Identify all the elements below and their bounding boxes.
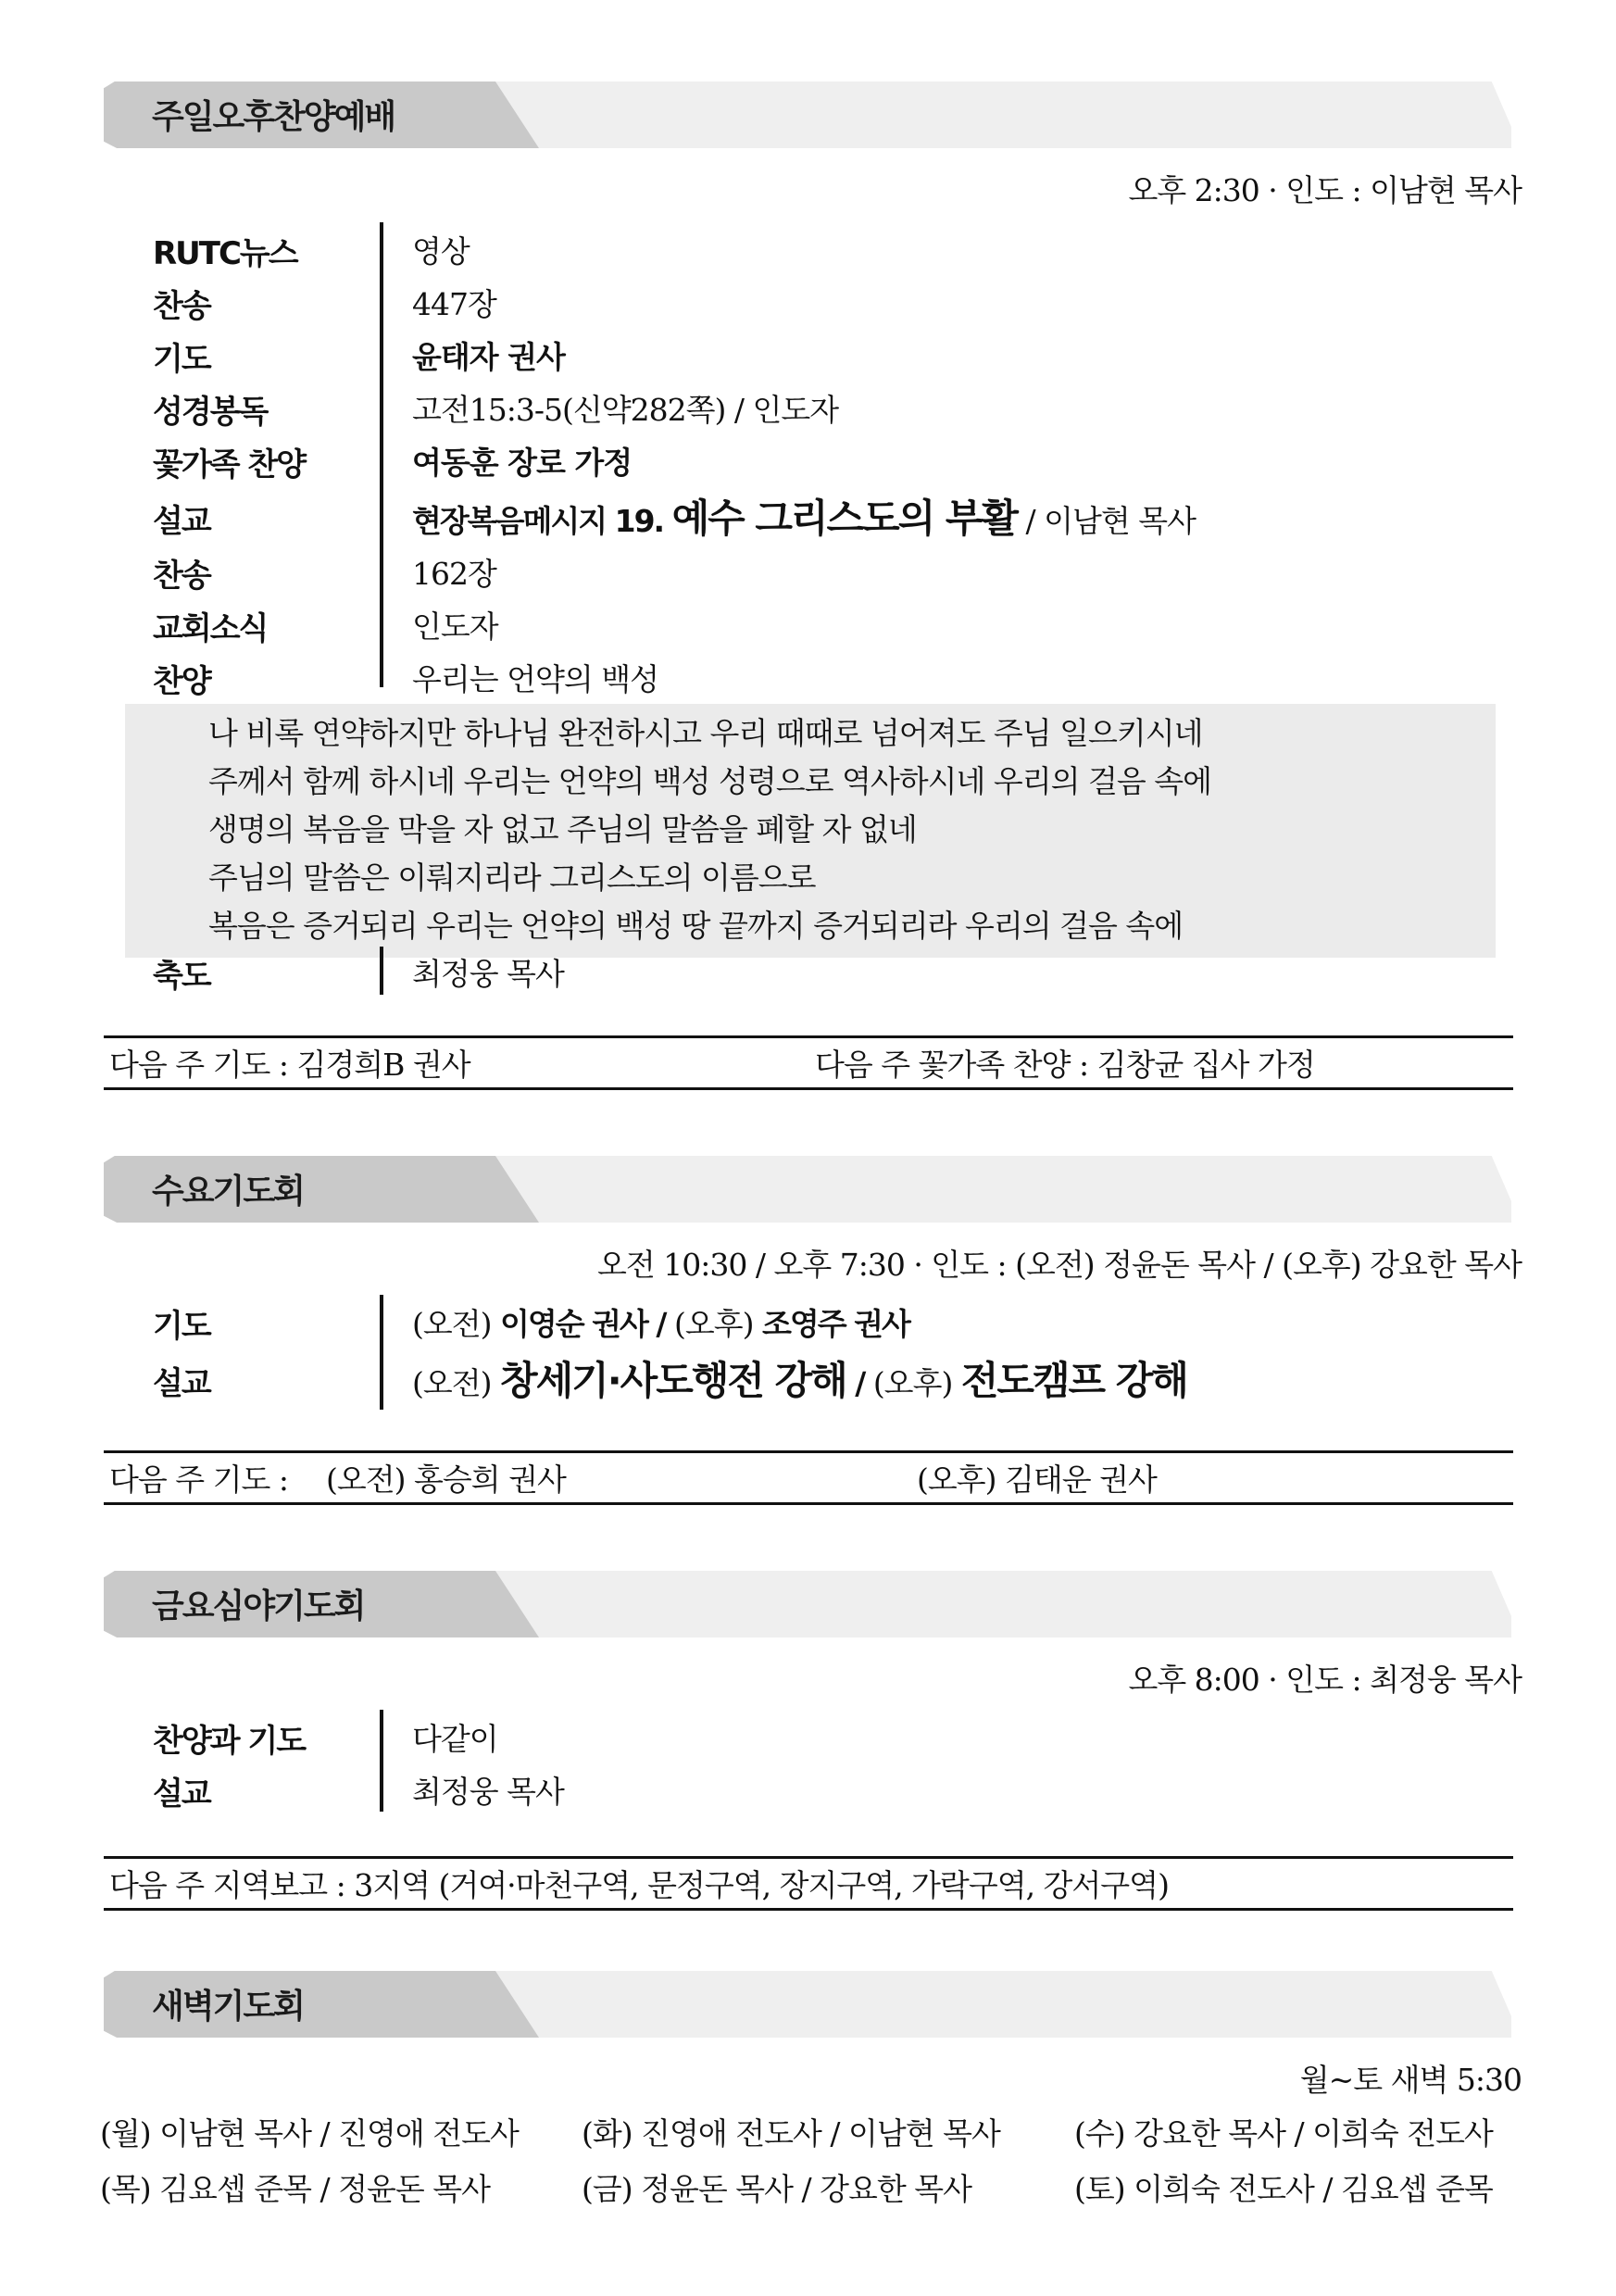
separator: /: [656, 1306, 666, 1342]
row-value: 447장: [412, 286, 496, 322]
schedule-thu: (목) 김요셉 준목 / 정윤돈 목사: [100, 2171, 490, 2207]
row-value: 최정웅 목사: [412, 956, 564, 992]
section-header-wednesday: [104, 1156, 1511, 1223]
row-value: [412, 1300, 909, 1344]
row-value: 최정웅 목사: [412, 1774, 564, 1810]
row-label: 기도: [153, 341, 210, 378]
schedule-sat: (토) 이희숙 전도사 / 김요셉 준목: [1074, 2171, 1493, 2207]
lyric-line: 주께서 함께 하시네 우리는 언약의 백성 성령으로 역사하시네 우리의 걸음 속에: [208, 763, 1211, 799]
order-row: [153, 381, 1542, 433]
order-row: [153, 650, 1542, 703]
row-label: 교회소식: [153, 610, 268, 647]
row-label: 찬양과 기도: [153, 1723, 306, 1760]
row-value: [412, 1350, 1187, 1406]
section-title: 새벽기도회: [152, 1988, 304, 2026]
sermon-value: [412, 488, 1196, 544]
benediction: [153, 945, 1542, 997]
row-value: 162장: [412, 556, 496, 592]
next-week-label: 다음 주 기도 :: [109, 1462, 288, 1498]
rule-top: [104, 1856, 1513, 1859]
order-row: [153, 1710, 1542, 1763]
service-meta: 오후 8:00 · 인도 : 최정웅 목사: [1128, 1662, 1522, 1698]
row-value: 고전15:3-5(신약282쪽) / 인도자: [412, 392, 839, 428]
section-header-dawn: [104, 1971, 1511, 2038]
row-label: 꽃가족 찬양: [153, 446, 306, 483]
schedule-mon: (월) 이남현 목사 / 진영애 전도사: [100, 2115, 519, 2152]
sermon-title: 예수 그리스도의 부활: [671, 496, 1017, 541]
section-header-friday: [104, 1571, 1511, 1637]
section-title: 주일오후찬양예배: [152, 98, 395, 136]
rule-bottom: [104, 1908, 1513, 1911]
schedule-wed: (수) 강요한 목사 / 이희숙 전도사: [1074, 2115, 1493, 2152]
next-week-prayer: 다음 주 기도 : 김경희B 권사: [109, 1047, 470, 1083]
row-value: 우리는 언약의 백성: [412, 661, 659, 697]
order-row: [153, 945, 1542, 997]
sermon-series: 현장복음메시지 19.: [412, 503, 664, 539]
rule-top: [104, 1035, 1513, 1038]
row-label: 성경봉독: [153, 394, 268, 431]
next-week-report: 다음 주 지역보고 : 3지역 (거여·마천구역, 문정구역, 장지구역, 가락구역, 강서구역): [109, 1867, 1169, 1903]
pm-tag: (오후): [673, 1306, 754, 1342]
lyrics-box: [125, 704, 1496, 958]
section-title: 금요심야기도회: [152, 1587, 365, 1625]
row-label: 설교: [153, 503, 210, 540]
separator: /: [855, 1365, 865, 1401]
order-row: [153, 433, 1542, 486]
service-meta: 오후 2:30 · 인도 : 이남현 목사: [1128, 172, 1522, 208]
order-row: [153, 1295, 1542, 1349]
pm-prayer: 조영주 권사: [761, 1306, 909, 1342]
service-meta: 월~토 새벽 5:30: [1299, 2062, 1522, 2098]
order-row: [153, 222, 1542, 275]
lyric-line: 생명의 복음을 막을 자 없고 주님의 말씀을 폐할 자 없네: [208, 811, 917, 847]
rule-bottom: [104, 1087, 1513, 1090]
row-value: 영상: [412, 233, 470, 270]
row-label: 설교: [153, 1775, 210, 1813]
row-label: 찬양: [153, 663, 210, 700]
rule-bottom: [104, 1502, 1513, 1505]
row-label: 기도: [153, 1308, 210, 1345]
row-label: 설교: [153, 1365, 210, 1402]
lyric-line: 주님의 말씀은 이뤄지리라 그리스도의 이름으로: [208, 859, 816, 896]
sermon-preacher: / 이남현 목사: [1025, 503, 1196, 539]
row-label: 찬송: [153, 288, 210, 325]
order-row: [153, 328, 1542, 381]
am-tag: (오전): [412, 1306, 492, 1342]
order-row: [153, 545, 1542, 597]
order-row: [153, 1349, 1542, 1408]
wednesday-order: [153, 1295, 1542, 1408]
service-meta: 오전 10:30 / 오후 7:30 · 인도 : (오전) 정윤돈 목사 / (오후) 강요한 목사: [597, 1247, 1522, 1283]
order-row-sermon: [153, 486, 1542, 545]
schedule-fri: (금) 정윤돈 목사 / 강요한 목사: [582, 2171, 971, 2207]
row-label: RUTC뉴스: [153, 235, 297, 272]
row-value: 윤태자 권사: [412, 339, 565, 375]
order-row: [153, 1763, 1542, 1815]
row-label: 찬송: [153, 558, 210, 595]
am-prayer: 이영순 권사: [500, 1306, 647, 1342]
order-of-service: [153, 222, 1542, 703]
schedule-tue: (화) 진영애 전도사 / 이남현 목사: [582, 2115, 1000, 2152]
friday-order: [153, 1710, 1542, 1815]
section-title: 수요기도회: [152, 1173, 304, 1211]
pm-tag: (오후): [872, 1365, 953, 1401]
row-label: 축도: [153, 958, 210, 995]
section-header-sunday: [104, 82, 1511, 148]
am-sermon-title: 창세기·사도행전 강해: [500, 1358, 846, 1403]
am-tag: (오전): [412, 1365, 492, 1401]
next-week-am: (오전) 홍승희 권사: [326, 1462, 566, 1498]
pm-sermon-title: 전도캠프 강해: [960, 1358, 1187, 1403]
order-row: [153, 275, 1542, 328]
order-row: [153, 597, 1542, 650]
row-value: 다같이: [412, 1721, 498, 1757]
lyric-line: 복음은 증거되리 우리는 언약의 백성 땅 끝까지 증거되리라 우리의 걸음 속에: [208, 908, 1184, 944]
next-week-pm: (오후) 김태운 권사: [917, 1462, 1157, 1498]
next-week-praise: 다음 주 꽃가족 찬양 : 김창균 집사 가정: [815, 1047, 1315, 1083]
row-value: 인도자: [412, 609, 498, 645]
rule-top: [104, 1450, 1513, 1453]
row-value: 여동훈 장로 가정: [412, 445, 633, 481]
lyric-line: 나 비록 연약하지만 하나님 완전하시고 우리 때때로 넘어져도 주님 일으키시네: [208, 715, 1203, 751]
